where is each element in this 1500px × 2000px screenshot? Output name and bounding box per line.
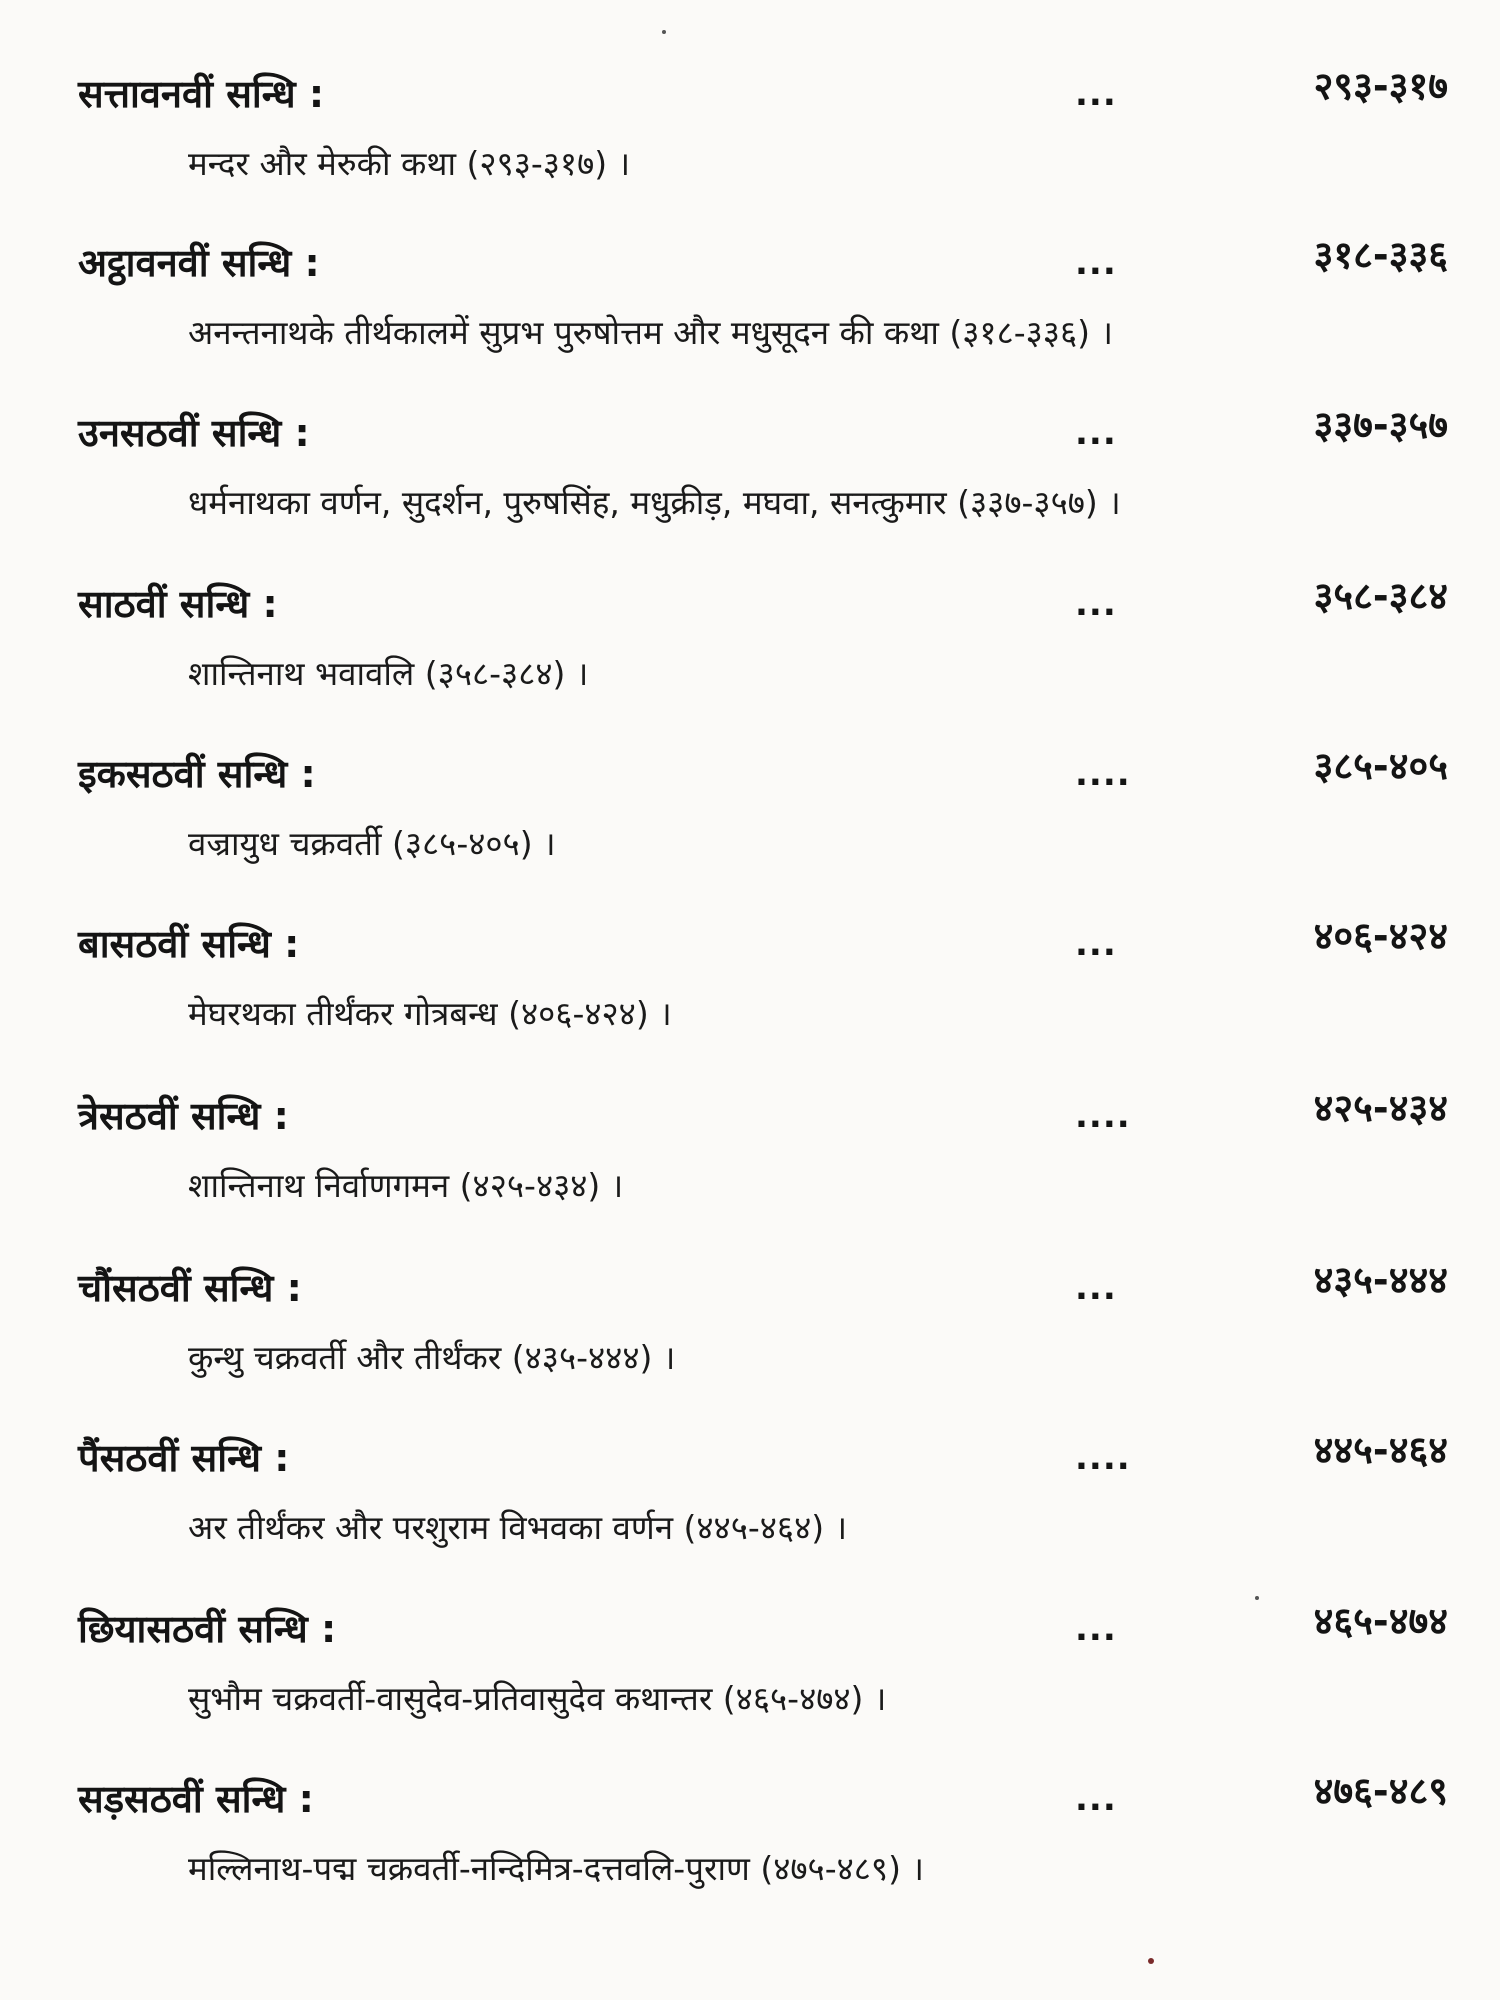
leader-dots: .... — [1075, 1438, 1131, 1478]
sandhi-description: कुन्थु चक्रवर्ती और तीर्थंकर (४३५-४४४) । — [188, 1338, 676, 1377]
sandhi-heading: पैंसठवीं सन्धि : — [78, 1436, 290, 1480]
contents-entry — [0, 1258, 1500, 1422]
sandhi-heading: बासठवीं सन्धि : — [78, 922, 300, 966]
page-range: ३८५-४०५ — [1313, 744, 1448, 788]
contents-entry — [0, 574, 1500, 738]
leader-dots: ... — [1075, 413, 1117, 453]
scan-speck — [1148, 1958, 1154, 1964]
contents-entry — [0, 744, 1500, 908]
leader-dots: .... — [1075, 754, 1131, 794]
sandhi-description: अर तीर्थंकर और परशुराम विभवका वर्णन (४४५-४६४) । — [188, 1508, 848, 1547]
scan-speck — [1255, 1596, 1259, 1600]
sandhi-description: सुभौम चक्रवर्ती-वासुदेव-प्रतिवासुदेव कथान्तर (४६५-४७४) । — [188, 1679, 887, 1718]
sandhi-description: वज्रायुध चक्रवर्ती (३८५-४०५) । — [188, 824, 556, 863]
sandhi-description: शान्तिनाथ भवावलि (३५८-३८४) । — [188, 654, 589, 693]
sandhi-heading: उनसठवीं सन्धि : — [78, 411, 310, 455]
leader-dots: ... — [1075, 924, 1117, 964]
contents-entry — [0, 1428, 1500, 1592]
sandhi-description: मन्दर और मेरुकी कथा (२९३-३१७) । — [188, 144, 631, 183]
contents-entry — [0, 403, 1500, 567]
sandhi-heading: अट्ठावनवीं सन्धि : — [78, 241, 320, 285]
scan-speck — [662, 30, 666, 34]
sandhi-description: मल्लिनाथ-पद्म चक्रवर्ती-नन्दिमित्र-दत्तवलि-पुराण (४७५-४८९) । — [188, 1849, 924, 1888]
page-range: ३३७-३५७ — [1313, 403, 1448, 447]
sandhi-heading: इकसठवीं सन्धि : — [78, 752, 316, 796]
leader-dots: ... — [1075, 584, 1117, 624]
contents-entry — [0, 233, 1500, 397]
page-range: ४६५-४७४ — [1313, 1599, 1448, 1643]
page-range: ४३५-४४४ — [1313, 1258, 1448, 1302]
leader-dots: .... — [1075, 1096, 1131, 1136]
sandhi-heading: चौंसठवीं सन्धि : — [78, 1266, 302, 1310]
page-range: २९३-३१७ — [1313, 64, 1448, 108]
sandhi-description: अनन्तनाथके तीर्थकालमें सुप्रभ पुरुषोत्तम और मधुसूदन की कथा (३१८-३३६) । — [188, 313, 1113, 352]
page-range: ३५८-३८४ — [1313, 574, 1448, 618]
sandhi-heading: छियासठवीं सन्धि : — [78, 1607, 337, 1651]
sandhi-heading: सड़सठवीं सन्धि : — [78, 1777, 314, 1821]
leader-dots: ... — [1075, 1609, 1117, 1649]
leader-dots: ... — [1075, 1779, 1117, 1819]
page-range: ४०६-४२४ — [1313, 914, 1448, 958]
contents-entry — [0, 64, 1500, 228]
leader-dots: ... — [1075, 243, 1117, 283]
leader-dots: ... — [1075, 74, 1117, 114]
leader-dots: ... — [1075, 1268, 1117, 1308]
page-range: ४२५-४३४ — [1313, 1086, 1448, 1130]
sandhi-description: मेघरथका तीर्थंकर गोत्रबन्ध (४०६-४२४) । — [188, 994, 672, 1033]
sandhi-heading: सत्तावनवीं सन्धि : — [78, 72, 325, 116]
page-range: ४४५-४६४ — [1313, 1428, 1448, 1472]
sandhi-description: धर्मनाथका वर्णन, सुदर्शन, पुरुषसिंह, मधुक्रीड़, मघवा, सनत्कुमार (३३७-३५७) । — [188, 483, 1121, 522]
sandhi-heading: साठवीं सन्धि : — [78, 582, 278, 626]
contents-entry — [0, 914, 1500, 1078]
contents-entry — [0, 1769, 1500, 1933]
sandhi-description: शान्तिनाथ निर्वाणगमन (४२५-४३४) । — [188, 1166, 624, 1205]
contents-entry — [0, 1086, 1500, 1250]
page-range: ३१८-३३६ — [1313, 233, 1448, 277]
sandhi-heading: त्रेसठवीं सन्धि : — [78, 1094, 289, 1138]
contents-entry — [0, 1599, 1500, 1763]
page-range: ४७६-४८९ — [1313, 1769, 1448, 1813]
